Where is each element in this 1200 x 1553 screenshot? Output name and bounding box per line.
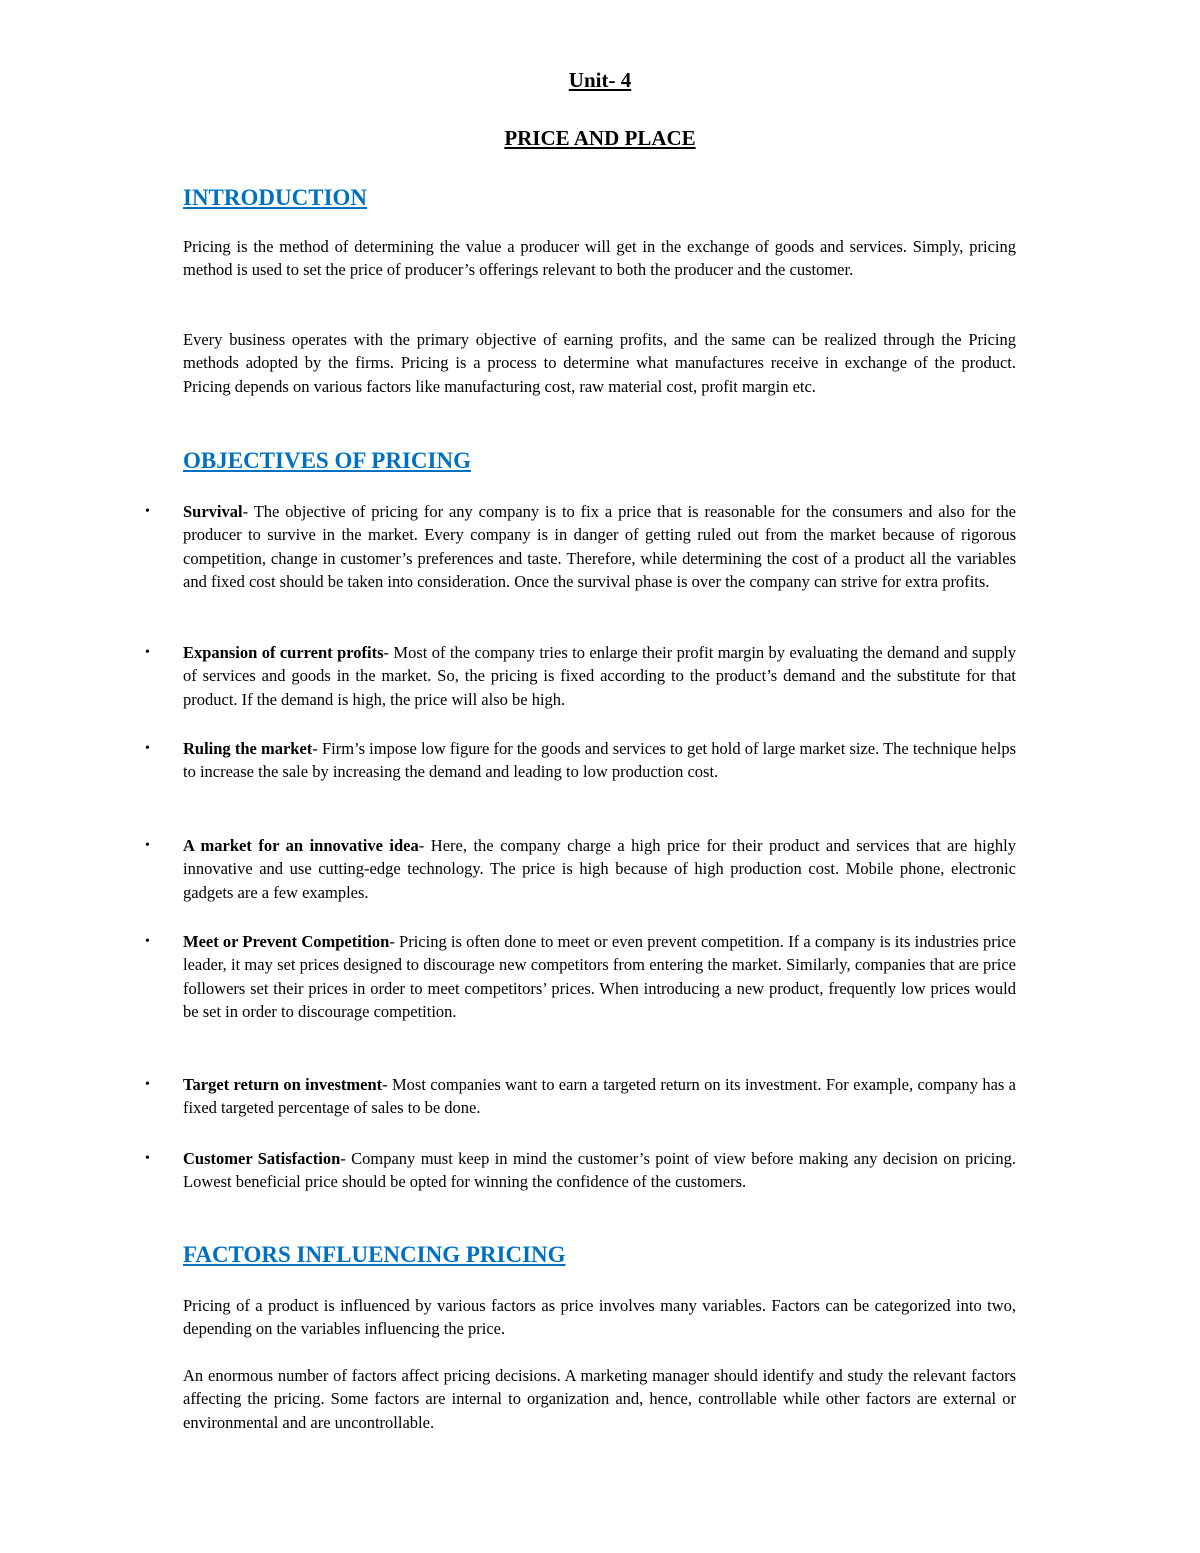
objective-text: - Most companies want to earn a targeted return on its investment. For example, company has a fixed targeted percentage of sales to be done. bbox=[183, 1075, 1016, 1118]
bullet-icon: • bbox=[145, 1077, 150, 1092]
bullet-icon: • bbox=[145, 741, 150, 756]
introduction-paragraph-1: Pricing is the method of determining the value a producer will get in the exchange of goods and services. Simply, pricing method is used to set the price of producer’s offerings relevant to both the producer and the customer. bbox=[183, 237, 1016, 280]
objective-item-target-return bbox=[145, 1073, 1016, 1120]
bullet-icon: • bbox=[145, 934, 150, 949]
objective-text: - Firm’s impose low figure for the goods and services to get hold of large market size. The technique helps to increase the sale by increasing the demand and leading to low production cost. bbox=[183, 739, 1016, 782]
objective-item-innovative-idea bbox=[145, 834, 1016, 904]
factors-paragraph-2: An enormous number of factors affect pricing decisions. A marketing manager should identify and study the relevant factors affecting the pricing. Some factors are internal to organization and, hence, controllable while other factors are external or environmental and are uncontrollable. bbox=[183, 1366, 1016, 1432]
objective-term: Ruling the market bbox=[183, 739, 313, 758]
objective-item-customer-satisfaction bbox=[145, 1147, 1016, 1194]
unit-title: Unit- 4 bbox=[568, 68, 632, 92]
introduction-heading: INTRODUCTION bbox=[183, 185, 368, 210]
bullet-icon: • bbox=[145, 504, 150, 519]
objective-item-expansion bbox=[145, 641, 1016, 711]
bullet-icon: • bbox=[145, 838, 150, 853]
objective-text: - Here, the company charge a high price for their product and services that are highly innovative and use cutting-edge technology. The price is high because of high production cost. Mobile phone, electronic gadgets are a few examples. bbox=[183, 836, 1016, 902]
objective-item-survival bbox=[145, 500, 1016, 594]
objective-text: - Most of the company tries to enlarge their profit margin by evaluating the demand and supply of services and goods in the market. So, the pricing is fixed according to the product’s demand and the substitute for that product. If the demand is high, the price will also be high. bbox=[183, 643, 1016, 709]
objective-term: Target return on investment bbox=[183, 1075, 383, 1094]
objective-text: - The objective of pricing for any company is to fix a price that is reasonable for the consumers and also for the producer to survive in the market. Every company is in danger of getting ruled out from the market because of rigorous competition, change in customer’s preferences and taste. Therefore, while determining the cost of a product all the variables and fixed cost should be taken into consideration. Once the survival phase is over the company can strive for extra profits. bbox=[183, 502, 1016, 592]
factors-paragraph-1: Pricing of a product is influenced by various factors as price involves many variables. Factors can be categorized into two, depending on the variables influencing the price. bbox=[183, 1296, 1016, 1339]
objective-text: - Company must keep in mind the customer’s point of view before making any decision on pricing. Lowest beneficial price should be opted for winning the confidence of the customers. bbox=[183, 1149, 1016, 1192]
objective-term: A market for an innovative idea bbox=[183, 836, 419, 855]
bullet-icon: • bbox=[145, 645, 150, 660]
objective-term: Survival bbox=[183, 502, 243, 521]
bullet-icon: • bbox=[145, 1151, 150, 1166]
objective-term: Customer Satisfaction bbox=[183, 1149, 341, 1168]
objective-term: Expansion of current profits bbox=[183, 643, 384, 662]
factors-heading: FACTORS INFLUENCING PRICING bbox=[183, 1242, 566, 1267]
document-title: PRICE AND PLACE bbox=[504, 126, 696, 150]
objectives-heading: OBJECTIVES OF PRICING bbox=[183, 448, 471, 473]
introduction-paragraph-2: Every business operates with the primary objective of earning profits, and the same can be realized through the Pricing methods adopted by the firms. Pricing is a process to determine what manufactures receive in exchange of the product. Pricing depends on various factors like manufacturing cost, raw material cost, profit margin etc. bbox=[183, 330, 1016, 396]
objective-item-competition bbox=[145, 930, 1016, 1024]
objective-item-ruling-market bbox=[145, 737, 1016, 784]
objective-term: Meet or Prevent Competition bbox=[183, 932, 390, 951]
objective-text: - Pricing is often done to meet or even prevent competition. If a company is its industries price leader, it may set prices designed to discourage new competitors from entering the market. Similarly, companies that are price followers set their prices in order to meet competitors’ prices. When introducing a new product, frequently low prices would be set in order to discourage competition. bbox=[183, 932, 1016, 1022]
